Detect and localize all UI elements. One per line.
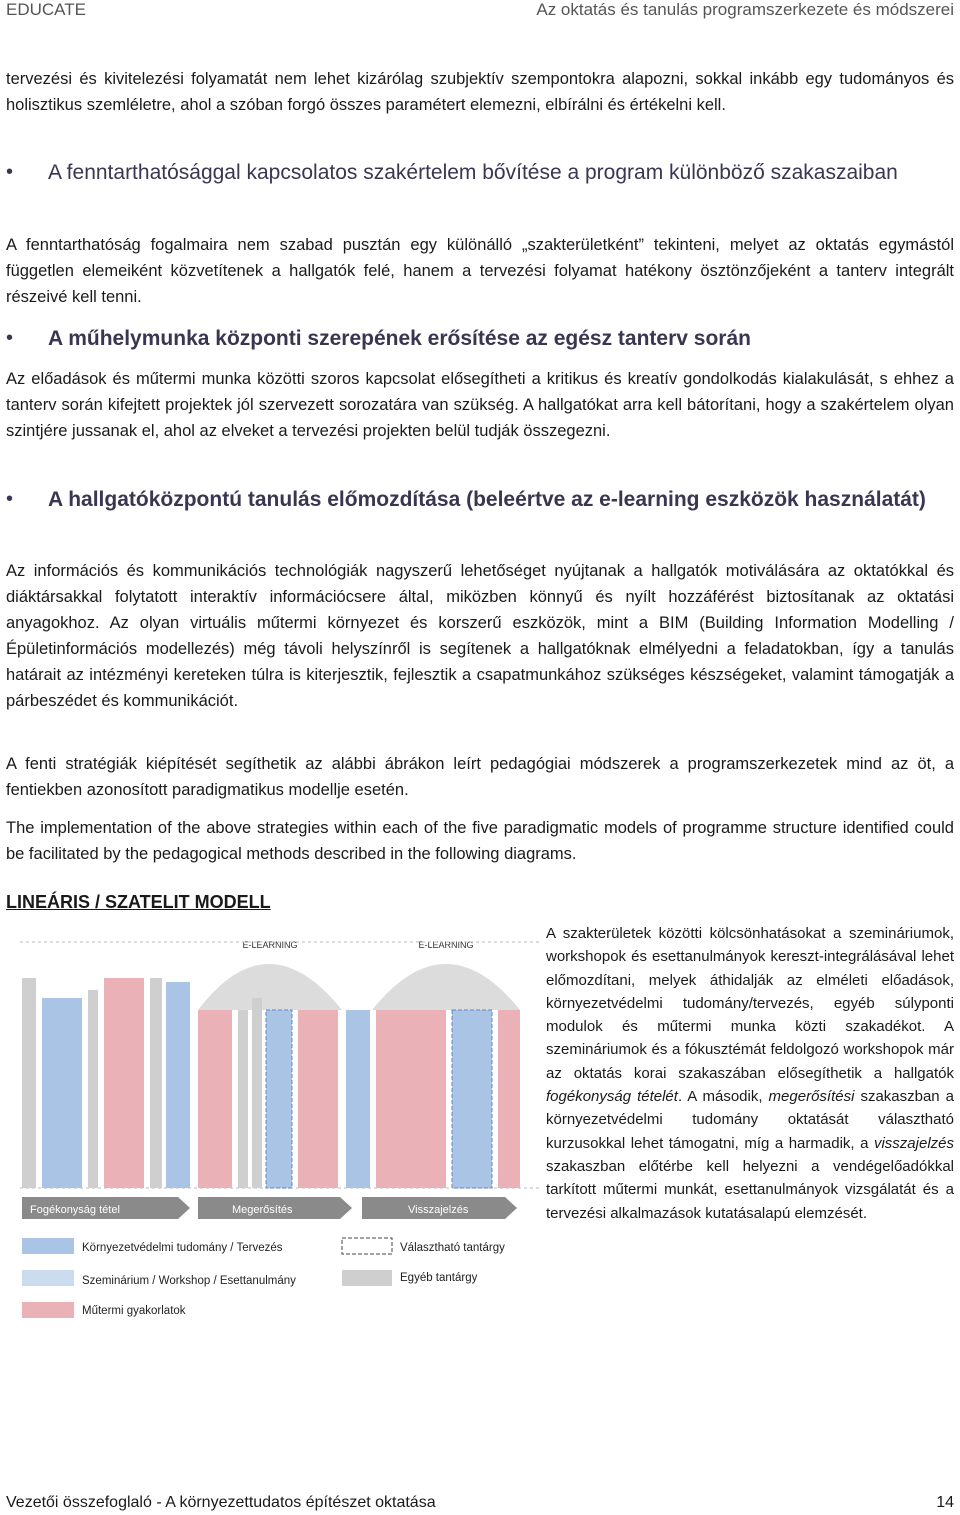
e-learning-dome-2 bbox=[372, 964, 520, 1010]
section-3-body: Az információs és kommunikációs technológiák nagyszerű lehetőséget nyújtanak a hallgatók motiválására az oktatókkal és diáktársakkal folytatott interaktív információcsere által, miközben könnyű és nyílt hozzáférést biztosítanak az oktatási anyagokhoz. Az olyan virtuális műtermi környezet és korszerű eszközök, mint a BIM (Building Information Modelling / Épületinformációs modellezés) még távoli helyszínről is segítenek a hallgatóknak elmélyedni a feladatokban, így a tanulás határait az intézményi kereteken túlra is kiterjesztik, fejlesztik a csapatmunkához szükséges készségeket, valamint támogatják a párbeszédet és kommunikációt. bbox=[6, 562, 954, 710]
section-1-body: A fenntarthatóság fogalmaira nem szabad pusztán egy különálló „szakterületként” tekinteni, melyet az oktatás egymástól független elemeiként közvetítenek a hallgatók felé, hanem a tervezési folyamat hatékony ösztönzőjeként a tanterv integrált részeivé kell tenni. bbox=[6, 236, 954, 306]
legend-other: Egyéb tantárgy bbox=[400, 1272, 478, 1284]
page-header bbox=[0, 0, 960, 22]
phase-label-2: Megerősítés bbox=[232, 1204, 293, 1216]
section-2-body: Az előadások és műtermi munka közötti szoros kapcsolat elősegítheti a kritikus és kreatív gondolkodás kialakulását, s ehhez a tanterv során kifejtett projektek jól szervezett sorozatára van szükség. A hallgatókat arra kell bátorítani, hogy a szakértelem olyan szintjére jussanak el, ahol az elveket a tervezési projekten belül tudják összegezni. bbox=[6, 370, 954, 440]
bullet-icon: • bbox=[6, 488, 14, 510]
pink-bar bbox=[104, 978, 144, 1188]
blue-bar bbox=[166, 982, 190, 1188]
legend-swatch-seminar bbox=[22, 1270, 74, 1286]
header-left: EDUCATE bbox=[6, 0, 86, 19]
e-learning-dome-1 bbox=[198, 964, 342, 1010]
diagram-description: A szakterületek közötti kölcsönhatásokat a szemináriumok, workshopok és esettanulmányok kereszt-integrálásával lehet előmozdítani, melyek áthidalják az elméleti előadások, környezetvédelmi tudomány/tervezés, egyéb súlyponti modulok és műtermi munka közti szakadékot. A szemináriumok és a fókusztémát feldolgozó workshopok már az oktatás korai szakaszában elősegíthetik a hallgatók fogékonyság tételét. A második, megerősítési szakaszban a környezetvédelmi tudomány oktatását választható kurzusokkal lehet támogatni, míg a harmadik, a visszajelzés szakaszban előtérbe kell helyezni a vendégelőadókkal tarkított műtermi munkát, esettanulmányok vizsgálatát és a tervezési alkalmazások kutatásalapú elemzését. bbox=[546, 925, 955, 1222]
blue-dashed-bar bbox=[452, 1010, 492, 1188]
summary-paragraph-en: The implementation of the above strategies within each of the five paradigmatic models of programme structure identified could be facilitated by the pedagogical methods described in the following diagrams. bbox=[6, 819, 954, 863]
intro-paragraph: tervezési és kivitelezési folyamatát nem lehet kizárólag szubjektív szempontokra alapozni, sokkal inkább egy tudományos és holisztikus szemléletre, ahol a szóban forgó összes paramétert elemezni, elbírálni és értékelni kell. bbox=[6, 70, 954, 114]
dome-label-2: E-LEARNING bbox=[418, 940, 474, 950]
pink-bar bbox=[376, 1010, 446, 1188]
phase-label-3: Visszajelzés bbox=[408, 1204, 469, 1216]
blue-bar bbox=[346, 1010, 370, 1188]
legend-seminar: Szeminárium / Workshop / Esettanulmány bbox=[82, 1275, 296, 1287]
grey-bar bbox=[88, 990, 98, 1188]
grey-bar bbox=[238, 1010, 248, 1188]
bullet-icon: • bbox=[6, 161, 14, 183]
bullet-icon: • bbox=[6, 327, 14, 349]
legend-studio: Műtermi gyakorlatok bbox=[82, 1305, 186, 1317]
page-number: 14 bbox=[936, 1494, 954, 1511]
legend-optional: Választható tantárgy bbox=[400, 1242, 505, 1254]
grey-bar bbox=[150, 978, 162, 1188]
pink-bar bbox=[198, 1010, 232, 1188]
legend-swatch-env bbox=[22, 1238, 74, 1254]
page-footer bbox=[6, 1494, 954, 1512]
pink-bar bbox=[298, 1010, 338, 1188]
model-title: LINEÁRIS / SZATELIT MODELL bbox=[6, 892, 271, 912]
legend-swatch-other bbox=[342, 1270, 392, 1286]
grey-bar bbox=[252, 998, 262, 1188]
blue-bar bbox=[42, 998, 82, 1188]
legend-env: Környezetvédelmi tudomány / Tervezés bbox=[82, 1242, 283, 1254]
header-right: Az oktatás és tanulás programszerkezete és módszerei bbox=[536, 0, 954, 19]
blue-dashed-bar bbox=[266, 1010, 292, 1188]
pink-bar bbox=[498, 1010, 520, 1188]
phase-label-1: Fogékonyság tétel bbox=[30, 1204, 120, 1216]
footer-title: Vezetői összefoglaló - A környezettudatos építészet oktatása bbox=[6, 1494, 436, 1511]
linear-satellite-model-diagram bbox=[0, 918, 540, 1338]
legend-swatch-optional bbox=[342, 1238, 392, 1254]
dome-label-1: E-LEARNING bbox=[242, 940, 298, 950]
grey-bar bbox=[22, 978, 36, 1188]
summary-paragraph-hu: A fenti stratégiák kiépítését segíthetik az alábbi ábrákon leírt pedagógiai módszerek a programszerkezetek mind az öt, a fentiekben azonosított paradigmatikus modellje esetén. bbox=[6, 755, 954, 799]
legend-swatch-studio bbox=[22, 1302, 74, 1318]
